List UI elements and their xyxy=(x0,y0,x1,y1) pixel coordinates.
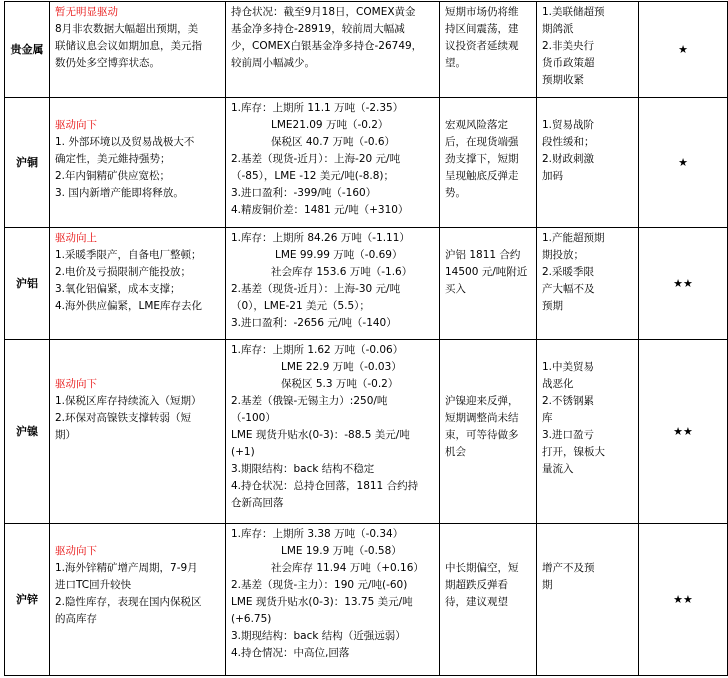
detail-line: 社会库存 153.6 万吨（-1.6） xyxy=(271,266,413,278)
detail-cell xyxy=(226,2,440,98)
detail-line: 1.库存：上期所 11.1 万吨（-2.35） xyxy=(231,102,404,114)
view-line: 沪铝 1811 合约 xyxy=(445,249,521,261)
risk-line: 库 xyxy=(542,412,553,424)
risk-line: 3.进口盈亏 xyxy=(542,429,595,441)
risk-line: 战恶化 xyxy=(542,378,574,390)
risk-line: 预期 xyxy=(542,300,563,312)
detail-cell xyxy=(226,524,440,676)
risk-line: 期投放； xyxy=(542,249,584,261)
driver-line: 进口TC回升较快 xyxy=(55,579,132,591)
view-line: 望。 xyxy=(445,57,466,69)
driver-cell xyxy=(50,228,226,340)
detail-cell xyxy=(226,98,440,228)
metals-table-container xyxy=(4,1,726,676)
detail-line: （-100） xyxy=(231,412,276,424)
detail-line: 持仓状况：截至9月18日，COMEX黄金 xyxy=(231,6,416,18)
driver-line: 2.环保对高镍铁支撑转弱（短 xyxy=(55,412,192,424)
row-name: 沪锌 xyxy=(5,524,50,676)
view-line: 期超跌反弹看 xyxy=(445,579,508,591)
driver-line: 8月非农数据大幅超出预期，美 xyxy=(55,23,199,35)
detail-line: 3.期限结构：back 结构不稳定 xyxy=(231,463,375,475)
detail-line: 社会库存 11.94 万吨（+0.16） xyxy=(271,562,424,574)
detail-line: （0），LME-21 美元（5.5）； xyxy=(231,300,370,312)
driver-line: 1.海外锌精矿增产周期，7-9月 xyxy=(55,562,198,574)
risk-line: 1.中美贸易 xyxy=(542,361,595,373)
view-line: 短期调整尚未结 xyxy=(445,412,519,424)
view-line: 议投资者延续观 xyxy=(445,40,519,52)
risk-line: 打开，镍板大 xyxy=(542,446,605,458)
detail-line: 3.进口盈利：-399/吨（-160） xyxy=(231,187,377,199)
driver-line: 1. 外部环境以及贸易战极大不 xyxy=(55,136,195,148)
table-row-zinc xyxy=(5,524,728,676)
rating-stars: ★★ xyxy=(639,340,728,524)
driver-line: 数仍处多空博弈状态。 xyxy=(55,57,160,69)
driver-line: 1.保税区库存持续流入（短期） xyxy=(55,395,202,407)
view-line: 劲支撑下，短期 xyxy=(445,153,519,165)
view-line: 束，可等待做多 xyxy=(445,429,519,441)
risk-line: 1.产能超预期 xyxy=(542,232,605,244)
detail-line: 2.基差（现货-主力）：190 元/吨(-60) xyxy=(231,579,408,591)
detail-line: 3.进口盈利：-2656 元/吨（-140） xyxy=(231,317,397,329)
driver-line: 的高库存 xyxy=(55,613,97,625)
driver-line: 3.氧化铝偏紧，成本支撑； xyxy=(55,283,181,295)
detail-line: 1.库存：上期所 3.38 万吨（-0.34） xyxy=(231,528,404,540)
driver-line: 3. 国内新增产能即将释放。 xyxy=(55,187,184,199)
view-line: 待，建议观望 xyxy=(445,596,508,608)
detail-line: LME 19.9 万吨（-0.58） xyxy=(281,545,402,557)
view-line: 宏观风险落定 xyxy=(445,119,508,131)
driver-title: 驱动向下 xyxy=(55,119,97,131)
driver-title: 驱动向上 xyxy=(55,232,97,244)
detail-line: LME 现货升贴水(0-3)：13.75 美元/吨 xyxy=(231,596,413,608)
risk-line: 量流入 xyxy=(542,463,574,475)
driver-line: 2.电价及亏损限制产能投放； xyxy=(55,266,192,278)
detail-line: 4.持仓情况：中高位,回落 xyxy=(231,647,350,659)
driver-cell xyxy=(50,98,226,228)
driver-line: 期） xyxy=(55,429,76,441)
table-row-copper xyxy=(5,98,728,228)
detail-line: 保税区 5.3 万吨（-0.2） xyxy=(281,378,399,390)
driver-line: 4.海外供应偏紧，LME库存去化 xyxy=(55,300,203,312)
view-line: 短期市场仍将维 xyxy=(445,6,519,18)
driver-line: 联储议息会议如期加息，美元指 xyxy=(55,40,202,52)
view-line: 持区间震荡，建 xyxy=(445,23,519,35)
detail-cell xyxy=(226,228,440,340)
driver-title: 驱动向下 xyxy=(55,545,97,557)
driver-cell xyxy=(50,524,226,676)
risk-line: 2.不锈钢累 xyxy=(542,395,595,407)
view-cell xyxy=(440,2,537,98)
rating-stars: ★★ xyxy=(639,524,728,676)
detail-line: (+6.75) xyxy=(231,613,272,625)
risk-line: 货币政策超 xyxy=(542,57,595,69)
detail-line: 少，COMEX白银基金净多持仓-26749， xyxy=(231,40,423,52)
detail-cell xyxy=(226,340,440,524)
driver-line: 2.隐性库存，表现在国内保税区 xyxy=(55,596,202,608)
risk-cell xyxy=(537,98,639,228)
risk-line: 2.非美央行 xyxy=(542,40,595,52)
view-cell xyxy=(440,228,537,340)
detail-line: 保税区 40.7 万吨（-0.6） xyxy=(271,136,396,148)
risk-cell xyxy=(537,228,639,340)
view-line: 中长期偏空，短 xyxy=(445,562,519,574)
view-line: 机会 xyxy=(445,446,466,458)
risk-line: 增产不及预 xyxy=(542,562,595,574)
risk-line: 段性缓和； xyxy=(542,136,595,148)
row-name: 沪铝 xyxy=(5,228,50,340)
risk-cell xyxy=(537,2,639,98)
metals-strategy-table xyxy=(4,1,728,676)
risk-line: 1.贸易战阶 xyxy=(542,119,595,131)
view-line: 后，在现货端强 xyxy=(445,136,519,148)
view-cell xyxy=(440,524,537,676)
view-line: 14500 元/吨附近 xyxy=(445,266,528,278)
detail-line: 基金净多持仓-28919，较前周大幅减 xyxy=(231,23,405,35)
table-row-nickel xyxy=(5,340,728,524)
risk-line: 1.美联储超预 xyxy=(542,6,605,18)
detail-line: 1.库存：上期所 1.62 万吨（-0.06） xyxy=(231,344,404,356)
detail-line: LME21.09 万吨（-0.2） xyxy=(271,119,389,131)
risk-cell xyxy=(537,524,639,676)
detail-line: (+1) xyxy=(231,446,255,458)
detail-line: LME 99.99 万吨（-0.69） xyxy=(275,249,403,261)
view-line: 沪镍迎来反弹， xyxy=(445,395,519,407)
detail-line: 仓新高回落 xyxy=(231,497,284,509)
detail-line: LME 现货升贴水(0-3)：-88.5 美元/吨 xyxy=(231,429,410,441)
risk-line: 期鸽派 xyxy=(542,23,574,35)
detail-line: LME 22.9 万吨（-0.03） xyxy=(281,361,402,373)
row-name: 贵金属 xyxy=(5,2,50,98)
detail-line: 2.基差（现货-近月）：上海-30 元/吨 xyxy=(231,283,401,295)
driver-line: 2.年内铜精矿供应宽松； xyxy=(55,170,171,182)
driver-cell xyxy=(50,340,226,524)
detail-line: 4.持仓状况：总持仓回落，1811 合约持 xyxy=(231,480,419,492)
detail-line: 1.库存：上期所 84.26 万吨（-1.11） xyxy=(231,232,410,244)
rating-stars: ★★ xyxy=(639,228,728,340)
row-name: 沪镍 xyxy=(5,340,50,524)
risk-line: 2.财政刺激 xyxy=(542,153,595,165)
driver-title: 暂无明显驱动 xyxy=(55,6,118,18)
detail-line: 3.期现结构：back 结构（近强远弱） xyxy=(231,630,406,642)
detail-line: 2.基差（俄镍-无锡主力）:250/吨 xyxy=(231,395,388,407)
risk-line: 2.采暖季限 xyxy=(542,266,595,278)
view-cell xyxy=(440,98,537,228)
row-name: 沪铜 xyxy=(5,98,50,228)
risk-line: 预期收紧 xyxy=(542,74,584,86)
detail-line: （-85），LME -12 美元/吨(-8.8)； xyxy=(231,170,394,182)
risk-line: 加码 xyxy=(542,170,563,182)
driver-line: 确定性，美元維持强势； xyxy=(55,153,171,165)
detail-line: 4.精废铜价差：1481 元/吨（+310） xyxy=(231,204,409,216)
table-row-precious-metals xyxy=(5,2,728,98)
rating-stars: ★ xyxy=(639,2,728,98)
detail-line: 2.基差（现货-近月）：上海-20 元/吨 xyxy=(231,153,401,165)
view-line: 势。 xyxy=(445,187,466,199)
driver-line: 1.采暖季限产，自备电厂整顿； xyxy=(55,249,202,261)
view-line: 呈现触底反弹走 xyxy=(445,170,519,182)
risk-cell xyxy=(537,340,639,524)
view-line: 买入 xyxy=(445,283,466,295)
risk-line: 期 xyxy=(542,579,553,591)
table-row-aluminum xyxy=(5,228,728,340)
detail-line: 较前周小幅减少。 xyxy=(231,57,315,69)
risk-line: 产大幅不及 xyxy=(542,283,595,295)
view-cell xyxy=(440,340,537,524)
rating-stars: ★ xyxy=(639,98,728,228)
driver-title: 驱动向下 xyxy=(55,378,97,390)
driver-cell xyxy=(50,2,226,98)
